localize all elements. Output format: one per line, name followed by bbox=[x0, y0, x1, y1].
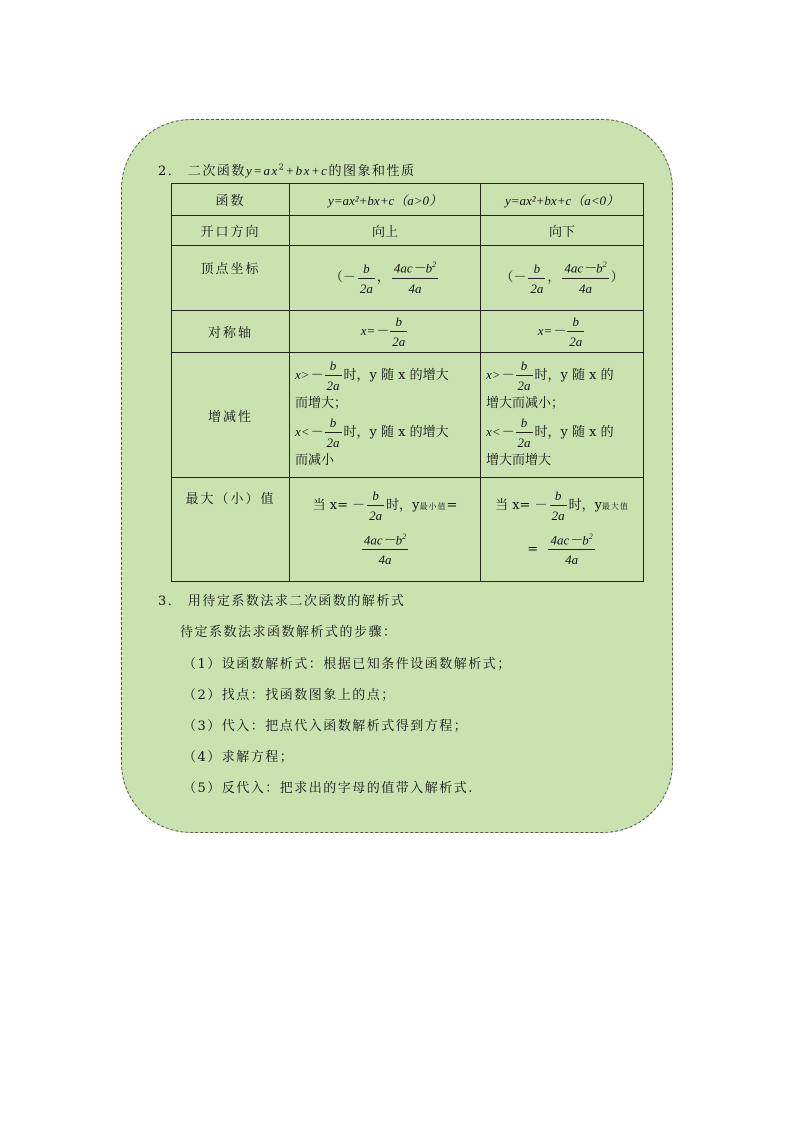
fraction-denominator: 4a bbox=[378, 552, 392, 568]
axis-expression: x=－ bbox=[537, 323, 566, 338]
monotonic-line bbox=[486, 415, 638, 450]
min-value-subscript: 最小值 bbox=[419, 502, 447, 511]
extreme-label: 最大（小）值 bbox=[172, 478, 290, 582]
table-row-axis bbox=[172, 311, 644, 353]
numerator-text: 4ac－b bbox=[363, 532, 403, 548]
step-1: （1）设函数解析式：根据已知条件设函数解析式； bbox=[183, 657, 512, 672]
header-positive-a-text: y=ax²+bx+c（a>0） bbox=[327, 193, 443, 208]
fraction-numerator: b bbox=[367, 488, 384, 506]
monotonic-line: 而增大； bbox=[295, 396, 348, 411]
header-negative-a bbox=[481, 184, 644, 216]
fraction-denominator: 2a bbox=[551, 508, 565, 523]
section-3-heading: 3． 用待定系数法求二次函数的解析式 bbox=[158, 594, 406, 609]
extreme-positive bbox=[290, 478, 481, 582]
vertex-open-paren: （－ bbox=[500, 270, 527, 286]
axis-negative bbox=[481, 311, 644, 353]
quadratic-properties-table bbox=[171, 183, 644, 582]
fraction-denominator: 2a bbox=[359, 280, 373, 296]
table-row-monotonic bbox=[172, 353, 644, 478]
inequality: x>－ bbox=[295, 367, 323, 382]
opening-negative: 向下 bbox=[481, 216, 644, 246]
fraction-b-over-2a bbox=[358, 261, 375, 296]
fraction-numerator: b bbox=[516, 358, 533, 376]
fraction-numerator: b bbox=[390, 314, 407, 332]
fraction-4ac-minus-b2 bbox=[548, 532, 594, 567]
vertex-positive bbox=[290, 246, 481, 311]
vertex-close-paren: ） bbox=[610, 270, 624, 286]
table-row-header bbox=[172, 184, 644, 216]
header-label: 函数 bbox=[172, 184, 290, 216]
fraction-denominator: 4a bbox=[579, 280, 592, 296]
extreme-suffix: 时，y bbox=[386, 498, 420, 513]
step-2: （2）找点：找函数图象上的点； bbox=[183, 688, 396, 703]
fraction-numerator: b bbox=[325, 415, 342, 433]
monotonic-line bbox=[486, 358, 638, 393]
steps-intro: 待定系数法求函数解析式的步骤： bbox=[180, 625, 398, 640]
extreme-line bbox=[483, 486, 641, 527]
vertex-negative bbox=[481, 246, 644, 311]
monotonic-text: 时，y 随 x 的 bbox=[534, 425, 614, 440]
fraction-b-over-2a bbox=[516, 358, 533, 393]
step-5: （5）反代入：把求出的字母的值带入解析式. bbox=[183, 781, 474, 796]
fraction-numerator: b bbox=[325, 358, 342, 376]
fraction-numerator: b bbox=[567, 314, 584, 332]
extreme-line bbox=[483, 527, 641, 573]
heading-prefix: 二次函数 bbox=[187, 164, 246, 179]
equals-sign: = bbox=[527, 542, 539, 557]
heading-formula-rest: +bx+c bbox=[285, 163, 329, 178]
fraction-numerator: b bbox=[516, 415, 533, 433]
monotonic-line: 增大而减小； bbox=[486, 396, 565, 411]
fraction-numerator: b bbox=[550, 488, 567, 506]
fraction-denominator: 4a bbox=[408, 280, 422, 296]
fraction-b-over-2a bbox=[528, 261, 545, 296]
inequality: x>－ bbox=[486, 367, 514, 382]
table-row-extreme bbox=[172, 478, 644, 582]
fraction-b-over-2a bbox=[325, 358, 342, 393]
monotonic-line: 增大而增大 bbox=[486, 453, 552, 468]
header-positive-a bbox=[290, 184, 481, 216]
exponent: 2 bbox=[402, 531, 407, 541]
fraction-denominator: 2a bbox=[369, 508, 383, 523]
fraction-denominator: 2a bbox=[530, 280, 544, 296]
fraction-denominator: 2a bbox=[326, 435, 340, 450]
fraction-numerator bbox=[548, 532, 594, 550]
fraction-denominator: 2a bbox=[326, 378, 340, 393]
table-row-opening bbox=[172, 216, 644, 246]
fraction-denominator: 2a bbox=[517, 435, 531, 450]
monotonic-positive bbox=[290, 353, 481, 478]
heading-formula: y=ax bbox=[245, 163, 279, 178]
fraction-b-over-2a bbox=[390, 314, 407, 349]
fraction-b-over-2a bbox=[516, 415, 533, 450]
fraction-b-over-2a bbox=[567, 314, 584, 349]
fraction-denominator: 2a bbox=[569, 334, 583, 349]
fraction-denominator: 2a bbox=[392, 334, 406, 349]
fraction-4ac-minus-b2 bbox=[362, 532, 408, 567]
exponent: 2 bbox=[432, 260, 437, 270]
heading-exponent: 2 bbox=[278, 162, 286, 172]
monotonic-label: 增减性 bbox=[172, 353, 290, 478]
monotonic-text: 时，y 随 x 的增大 bbox=[343, 425, 449, 440]
fraction-b-over-2a bbox=[325, 415, 342, 450]
table-row-vertex bbox=[172, 246, 644, 311]
max-value-subscript: 最大值 bbox=[601, 502, 629, 511]
monotonic-line: 而减小 bbox=[295, 453, 335, 468]
step-3: （3）代入：把点代入函数解析式得到方程； bbox=[183, 719, 469, 734]
extreme-line bbox=[294, 527, 476, 573]
numerator-text: 4ac－b bbox=[550, 532, 589, 548]
numerator-text: 4ac－b bbox=[393, 260, 433, 276]
exponent: 2 bbox=[602, 260, 607, 270]
monotonic-text: 时，y 随 x 的 bbox=[534, 368, 614, 383]
axis-expression: x=－ bbox=[360, 323, 389, 338]
vertex-comma: ， bbox=[547, 270, 561, 286]
vertex-label: 顶点坐标 bbox=[172, 246, 290, 311]
header-negative-a-text: y=ax²+bx+c（a<0） bbox=[504, 193, 620, 208]
inequality: x<－ bbox=[486, 424, 514, 439]
monotonic-text: 时，y 随 x 的增大 bbox=[343, 368, 449, 383]
extreme-prefix: 当 x= － bbox=[312, 498, 366, 513]
inequality: x<－ bbox=[295, 424, 323, 439]
fraction-numerator bbox=[562, 260, 608, 278]
extreme-suffix: 时，y bbox=[568, 498, 602, 513]
vertex-open-paren: （－ bbox=[329, 270, 356, 286]
vertex-comma: ， bbox=[376, 270, 390, 286]
monotonic-negative bbox=[481, 353, 644, 478]
monotonic-line bbox=[295, 358, 475, 393]
axis-positive bbox=[290, 311, 481, 353]
fraction-numerator: b bbox=[358, 261, 375, 279]
section-2-heading bbox=[158, 160, 415, 179]
fraction-denominator: 2a bbox=[517, 378, 531, 393]
step-4: （4）求解方程； bbox=[183, 750, 295, 765]
fraction-b-over-2a bbox=[550, 488, 567, 523]
numerator-text: 4ac－b bbox=[564, 260, 603, 276]
heading-suffix: 的图象和性质 bbox=[328, 164, 416, 179]
extreme-negative bbox=[481, 478, 644, 582]
fraction-4ac-minus-b2 bbox=[392, 260, 438, 295]
fraction-numerator: b bbox=[528, 261, 545, 279]
fraction-4ac-minus-b2 bbox=[562, 260, 608, 295]
fraction-b-over-2a bbox=[367, 488, 384, 523]
fraction-denominator: 4a bbox=[565, 552, 579, 568]
axis-label: 对称轴 bbox=[172, 311, 290, 353]
fraction-numerator bbox=[362, 532, 408, 550]
extreme-prefix: 当 x= － bbox=[495, 498, 548, 513]
monotonic-line bbox=[295, 415, 475, 450]
exponent: 2 bbox=[588, 531, 593, 541]
opening-label: 开口方向 bbox=[172, 216, 290, 246]
extreme-line bbox=[294, 486, 476, 527]
equals-sign: = bbox=[446, 498, 458, 513]
fraction-numerator bbox=[392, 260, 438, 278]
opening-positive: 向上 bbox=[290, 216, 481, 246]
section-number: 2． bbox=[158, 164, 183, 179]
